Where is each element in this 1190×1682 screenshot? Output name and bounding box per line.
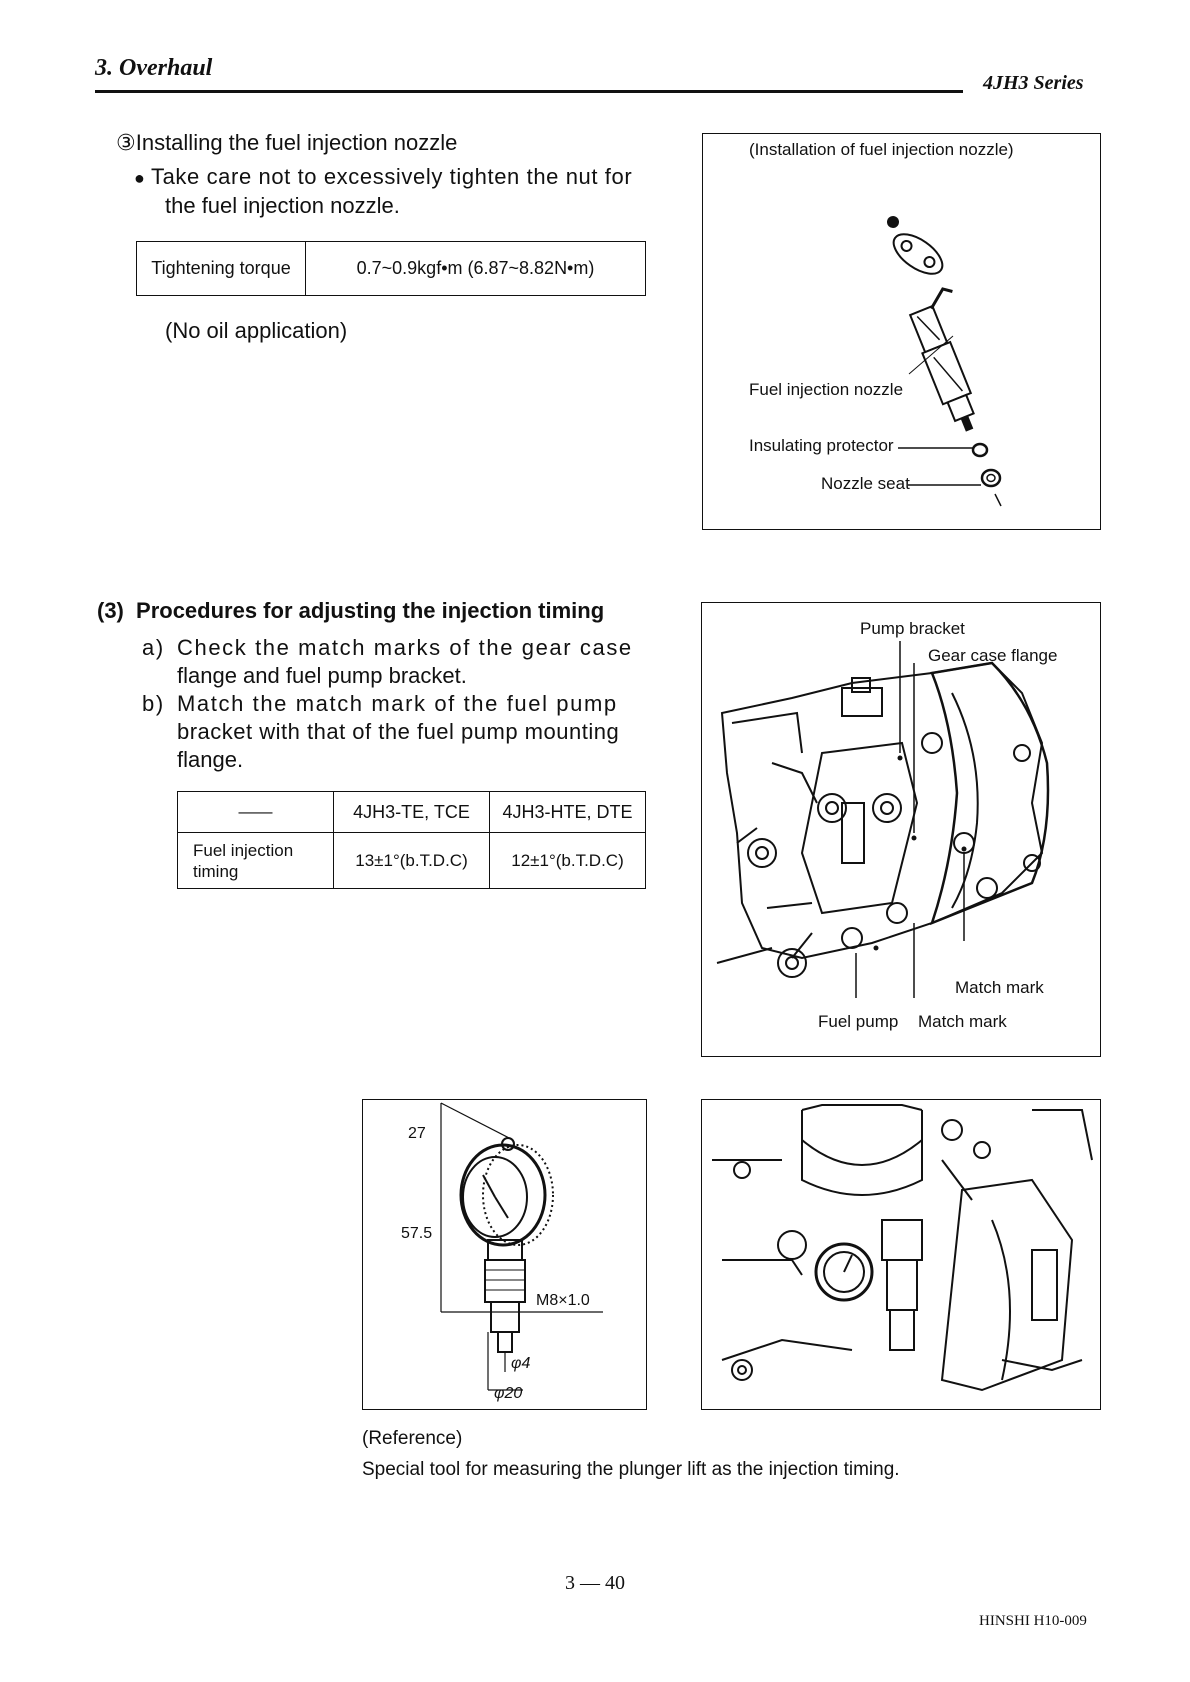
timing-value-hte: 12±1°(b.T.D.C) bbox=[490, 833, 646, 889]
step-a-line-1: Check the match marks of the gear case bbox=[177, 635, 633, 660]
dim-27: 27 bbox=[408, 1125, 426, 1142]
nozzle-bullet bbox=[134, 162, 632, 193]
step-b-line-3: flange. bbox=[177, 747, 244, 772]
timing-col-te: 4JH3-TE, TCE bbox=[334, 792, 490, 833]
nozzle-figure bbox=[702, 133, 1101, 530]
nut-icon bbox=[887, 216, 899, 228]
dim-57-5: 57.5 bbox=[401, 1225, 433, 1242]
pump-figure bbox=[701, 602, 1101, 1057]
timing-number: (3) bbox=[97, 598, 124, 623]
nozzle-figure-caption: (Installation of fuel injection nozzle) bbox=[749, 140, 1014, 159]
pump-with-gauge-drawing bbox=[702, 1100, 1102, 1411]
label-match-mark-2: Match mark bbox=[918, 1012, 1007, 1031]
section-title: 3. Overhaul bbox=[95, 55, 213, 81]
timing-row-label bbox=[178, 833, 334, 889]
label-fuel-pump: Fuel pump bbox=[818, 1012, 899, 1031]
torque-table bbox=[136, 241, 646, 296]
bullet-line-1: Take care not to excessively tighten the nut for bbox=[151, 164, 633, 189]
dial-gauge-drawing bbox=[363, 1100, 648, 1411]
no-oil-note: (No oil application) bbox=[165, 318, 348, 343]
timing-heading bbox=[97, 598, 604, 624]
nozzle-drawing bbox=[703, 134, 1102, 531]
injection-nozzle-icon bbox=[903, 286, 1003, 436]
step-a-line-2: flange and fuel pump bracket. bbox=[177, 663, 467, 688]
page-number: 3 — 40 bbox=[565, 1572, 625, 1594]
bullet-icon: ● bbox=[134, 168, 145, 188]
dim-thread: M8×1.0 bbox=[536, 1292, 590, 1309]
timing-table-blank: —— bbox=[178, 792, 334, 833]
header-rule bbox=[95, 90, 963, 93]
torque-value: 0.7~0.9kgf•m (6.87~8.82N•m) bbox=[306, 242, 646, 296]
dim-phi4: φ4 bbox=[511, 1355, 531, 1372]
timing-value-te: 13±1°(b.T.D.C) bbox=[334, 833, 490, 889]
label-insulating-protector: Insulating protector bbox=[749, 436, 894, 455]
label-gear-case-flange: Gear case flange bbox=[928, 646, 1058, 665]
label-match-mark-1: Match mark bbox=[955, 978, 1044, 997]
nozzle-heading: ③Installing the fuel injection nozzle bbox=[116, 130, 458, 155]
label-nozzle-seat: Nozzle seat bbox=[821, 474, 910, 493]
clamp-plate-icon bbox=[887, 226, 949, 281]
timing-table bbox=[177, 791, 646, 889]
dim-phi20: φ20 bbox=[494, 1385, 523, 1402]
timing-title: Procedures for adjusting the injection timing bbox=[136, 598, 605, 623]
timing-col-hte: 4JH3-HTE, DTE bbox=[490, 792, 646, 833]
timing-row-label-2: timing bbox=[193, 861, 239, 881]
reference-title: (Reference) bbox=[362, 1428, 463, 1449]
label-pump-bracket: Pump bracket bbox=[860, 619, 965, 638]
pump-photo-figure bbox=[701, 1099, 1101, 1410]
step-b-line-1: Match the match mark of the fuel pump bbox=[177, 691, 618, 716]
step-b-line-2: bracket with that of the fuel pump mounting bbox=[177, 719, 620, 744]
label-fuel-injection-nozzle: Fuel injection nozzle bbox=[749, 380, 904, 399]
document-code: HINSHI H10-009 bbox=[979, 1613, 1087, 1629]
series-title: 4JH3 Series bbox=[983, 72, 1084, 94]
bullet-line-2: the fuel injection nozzle. bbox=[165, 193, 400, 218]
step-a-mark: a) bbox=[142, 635, 165, 660]
reference-text: Special tool for measuring the plunger lift as the injection timing. bbox=[362, 1459, 900, 1480]
gauge-figure bbox=[362, 1099, 647, 1410]
step-b-mark: b) bbox=[142, 691, 165, 716]
timing-row-label-1: Fuel injection bbox=[193, 840, 294, 860]
torque-label: Tightening torque bbox=[137, 242, 306, 296]
